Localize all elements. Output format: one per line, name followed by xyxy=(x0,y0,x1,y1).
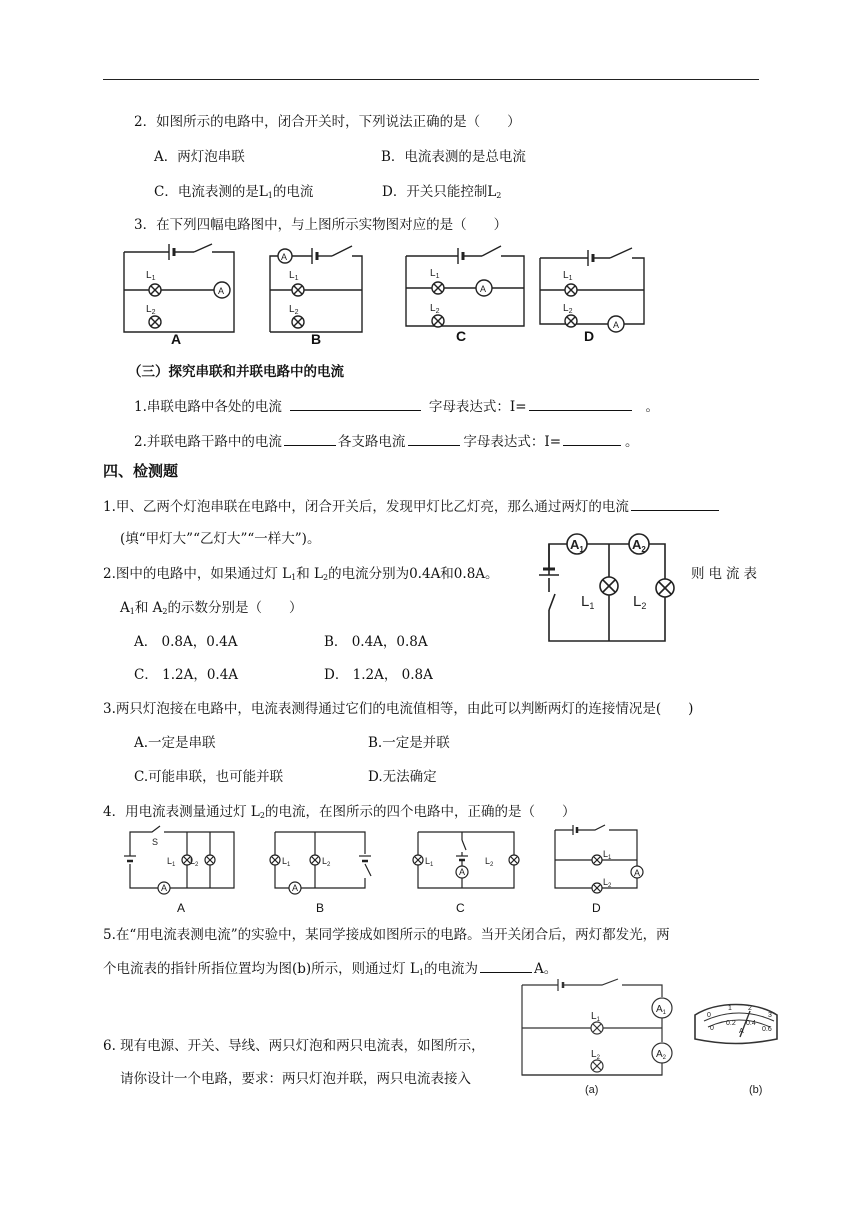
p5-figures xyxy=(522,975,792,1095)
svg-text:A: A xyxy=(177,901,186,915)
svg-text:L1: $L_1$ xyxy=(591,1011,600,1023)
p1-line1: 1.甲、乙两个灯泡串联在电路中，闭合开关后，发现甲灯比乙灯亮，那么通过两灯的电流 xyxy=(103,495,719,515)
svg-text:L2: $L_2$ xyxy=(190,856,199,868)
svg-text:D: D xyxy=(592,901,601,915)
svg-text:A: A xyxy=(218,286,225,296)
p6-line2: 请你设计一个电路，要求：两只灯泡并联，两只电流表接入 xyxy=(120,1071,471,1087)
p3-option-a: A.一定是串联 xyxy=(134,735,216,751)
svg-text:0.6: 0.6 xyxy=(762,1026,772,1033)
svg-text:L1: $L_1$ xyxy=(167,856,176,868)
svg-text:L1: $L_1$ xyxy=(146,270,156,282)
svg-text:L2: $L_2$ xyxy=(322,856,331,868)
svg-text:A1: $A_1$ xyxy=(656,1004,667,1016)
p5-line2: 个电流表的指针所指位置均为图(b)所示，则通过灯 $L_1$的电流为 A。 xyxy=(103,961,558,977)
svg-text:S: S xyxy=(152,837,159,847)
p3-option-b: B.一定是并联 xyxy=(368,735,450,751)
svg-text:L2: $L_2$ xyxy=(485,856,494,868)
svg-text:L1: $L_1$ xyxy=(603,849,612,861)
svg-text:A: A xyxy=(171,331,182,347)
svg-text:L1: $L_1$ xyxy=(563,270,573,282)
p3-stem: 3.两只灯泡接在电路中，电流表测得通过它们的电流值相等，由此可以判断两灯的连接情况是( ) xyxy=(103,701,694,717)
p2-option-a: A． 0.8A，0.4A xyxy=(134,634,238,650)
svg-text:B: B xyxy=(316,901,325,915)
q2-option-a: A．两灯泡串联 xyxy=(154,149,245,165)
section3-item1: 1.串联电路中各处的电流 字母表达式：I= 。 xyxy=(134,399,660,415)
svg-text:3: 3 xyxy=(768,1012,772,1019)
svg-text:L2: $L_2$ xyxy=(563,303,573,315)
p4-circuit-d xyxy=(555,825,643,893)
p2-option-c: C． 1.2A，0.4A xyxy=(134,667,239,683)
q2-stem: 2．如图所示的电路中，闭合开关时，下列说法正确的是（ ） xyxy=(134,114,521,130)
svg-text:L1: $L_1$ xyxy=(581,593,595,611)
svg-text:(b): (b) xyxy=(749,1084,763,1096)
p3-option-d: D.无法确定 xyxy=(368,769,437,785)
svg-text:0.4: 0.4 xyxy=(746,1020,756,1027)
svg-text:1: 1 xyxy=(728,1005,732,1012)
svg-text:0: 0 xyxy=(707,1012,711,1019)
svg-text:A: A xyxy=(634,868,641,878)
svg-text:L1: $L_1$ xyxy=(289,270,299,282)
svg-text:L1: $L_1$ xyxy=(430,268,440,280)
svg-text:(a): (a) xyxy=(585,1084,599,1096)
svg-text:L2: $L_2$ xyxy=(591,1049,600,1061)
section3-title: （三）探究串联和并联电路中的电流 xyxy=(128,364,344,380)
svg-text:D: D xyxy=(584,328,595,344)
p2-line2: $A_1$和 $A_2$的示数分别是（ ） xyxy=(120,600,303,616)
p5-line1: 5.在“用电流表测电流”的实验中，某同学接成如图所示的电路。当开关闭合后，两灯都发光，两 xyxy=(103,927,670,943)
svg-text:L2: $L_2$ xyxy=(146,304,156,316)
svg-text:L1: $L_1$ xyxy=(282,856,291,868)
svg-text:A: A xyxy=(459,867,466,877)
svg-text:A2: $A_2$ xyxy=(632,537,646,554)
svg-text:L1: $L_1$ xyxy=(425,856,434,868)
p3-option-c: C.可能串联，也可能并联 xyxy=(134,769,284,785)
p6-line1: 6. 现有电源、开关、导线、两只灯泡和两只电流表，如图所示， xyxy=(103,1038,485,1054)
p4-circuit-a xyxy=(124,826,234,894)
svg-text:A: A xyxy=(613,320,620,330)
svg-text:A: A xyxy=(739,1028,744,1035)
q2-option-c: C．电流表测的是$L_1$的电流 xyxy=(154,184,314,200)
svg-text:B: B xyxy=(311,331,322,347)
svg-text:0: 0 xyxy=(710,1025,714,1032)
section4-title: 四、检测题 xyxy=(103,462,179,480)
svg-text:C: C xyxy=(456,328,467,344)
svg-text:A: A xyxy=(292,883,299,893)
section3-item2: 2.并联电路干路中的电流 各支路电流 字母表达式：I= 。 xyxy=(134,434,639,450)
q2-option-b: B．电流表测的是总电流 xyxy=(381,149,526,165)
p2-line1: 2.图中的电路中，如果通过灯 $L_1$和 $L_2$的电流分别为0.4A和0.8A。 xyxy=(103,566,499,582)
svg-text:A: A xyxy=(480,284,487,294)
svg-text:L2: $L_2$ xyxy=(603,877,612,889)
svg-text:A: A xyxy=(281,252,288,262)
p2-line1-tail: 则电流表 xyxy=(691,566,761,582)
svg-text:A1: $A_1$ xyxy=(570,537,584,554)
p1-line2: (填“甲灯大”“乙灯大”“一样大”)。 xyxy=(120,531,321,547)
q2-option-d: D．开关只能控制$L_2$ xyxy=(382,184,502,200)
svg-text:A2: $A_2$ xyxy=(656,1049,667,1061)
svg-text:L2: $L_2$ xyxy=(633,593,647,611)
q3-stem: 3．在下列四幅电路图中，与上图所示实物图对应的是（ ） xyxy=(134,217,508,233)
svg-text:L2: $L_2$ xyxy=(430,303,440,315)
svg-text:L2: $L_2$ xyxy=(289,304,299,316)
svg-text:2: 2 xyxy=(748,1005,752,1012)
svg-text:C: C xyxy=(456,901,465,915)
p4-stem: 4．用电流表测量通过灯 $L_2$的电流，在图所示的四个电路中，正确的是（ ） xyxy=(103,804,576,820)
p2-option-b: B． 0.4A，0.8A xyxy=(324,634,428,650)
svg-text:0.2: 0.2 xyxy=(726,1020,736,1027)
p2-option-d: D． 1.2A， 0.8A xyxy=(324,667,433,683)
svg-text:A: A xyxy=(161,883,168,893)
